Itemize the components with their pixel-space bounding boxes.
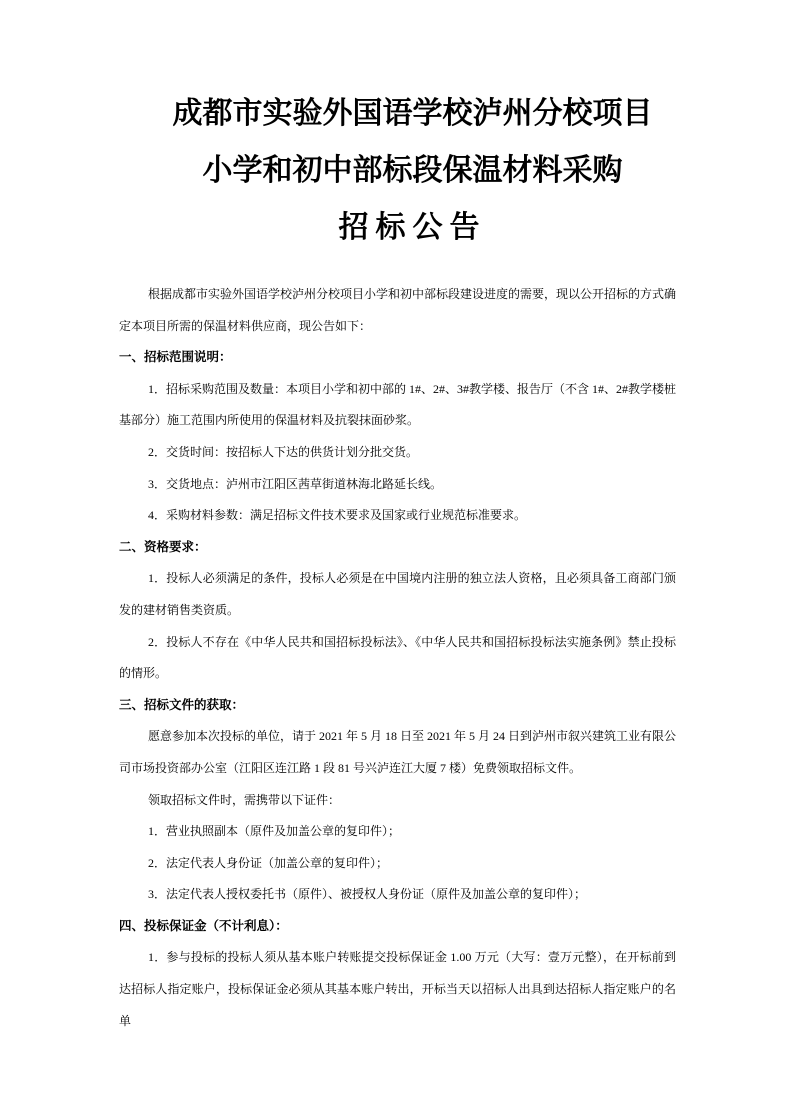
section-1-item-4: 4．采购材料参数：满足招标文件技术要求及国家或行业规范标准要求。 xyxy=(148,508,527,523)
section-1-item-1: 1．招标采购范围及数量：本项目小学和初中部的 1#、2#、3#教学楼、报告厅（不含 1#、2#教学楼桩基部分）施工范围内所使用的保温材料及抗裂抹面砂浆。 xyxy=(119,381,677,428)
section-4-heading: 四、投标保证金（不计利息）： xyxy=(119,918,288,933)
document-title xyxy=(119,85,676,256)
section-3-heading: 三、招标文件的获取： xyxy=(119,697,245,712)
section-3-item-3: 3．法定代表人授权委托书（原件）、被授权人身份证（原件及加盖公章的复印件）； xyxy=(148,887,587,902)
title-line-1: 成都市实验外国语学校泸州分校项目 xyxy=(172,97,653,130)
title-line-3: 招标公告 xyxy=(338,211,487,244)
section-1-item-2: 2．交货时间：按招标人下达的供货计划分批交货。 xyxy=(148,444,419,459)
section-3-paragraph-1: 愿意参加本次投标的单位，请于 2021 年 5 月 18 日至 2021 年 5 月 24 日到泸州市叙兴建筑工业有限公司市场投资部办公室（江阳区连江路 1 段 81 号兴泸连江大厦 7 楼）免费领取招标文件。 xyxy=(119,729,677,775)
section-4-item-1: 1．参与投标的投标人须从基本账户转账提交投标保证金 1.00 万元（大写：壹万元整），在开标前到达招标人指定账户，投标保证金必须从其基本账户转出，开标当天以招标人出具到达招标人指定账户的名单 xyxy=(119,950,676,1028)
document-body xyxy=(119,279,676,1037)
section-2-heading: 二、资格要求： xyxy=(119,539,207,554)
section-3-paragraph-2: 领取招标文件时，需携带以下证件： xyxy=(148,792,341,807)
intro-paragraph: 根据成都市实验外国语学校泸州分校项目小学和初中部标段建设进度的需要，现以公开招标的方式确定本项目所需的保温材料供应商，现公告如下： xyxy=(119,287,677,333)
section-3-item-2: 2．法定代表人身份证（加盖公章的复印件）； xyxy=(148,855,389,870)
section-2-item-2: 2．投标人不存在《中华人民共和国招标投标法》、《中华人民共和国招标投标法实施条例》禁止投标的情形。 xyxy=(119,634,676,681)
section-1-item-3: 3．交货地点：泸州市江阳区茜草街道林海北路延长线。 xyxy=(148,476,443,491)
section-3-item-1: 1．营业执照副本（原件及加盖公章的复印件）； xyxy=(148,824,401,839)
section-2-item-1: 1．投标人必须满足的条件，投标人必须是在中国境内注册的独立法人资格，且必须具备工商部门颁发的建材销售类资质。 xyxy=(119,571,676,617)
title-line-2: 小学和初中部标段保温材料采购 xyxy=(202,154,623,187)
section-1-heading: 一、招标范围说明： xyxy=(119,350,232,365)
